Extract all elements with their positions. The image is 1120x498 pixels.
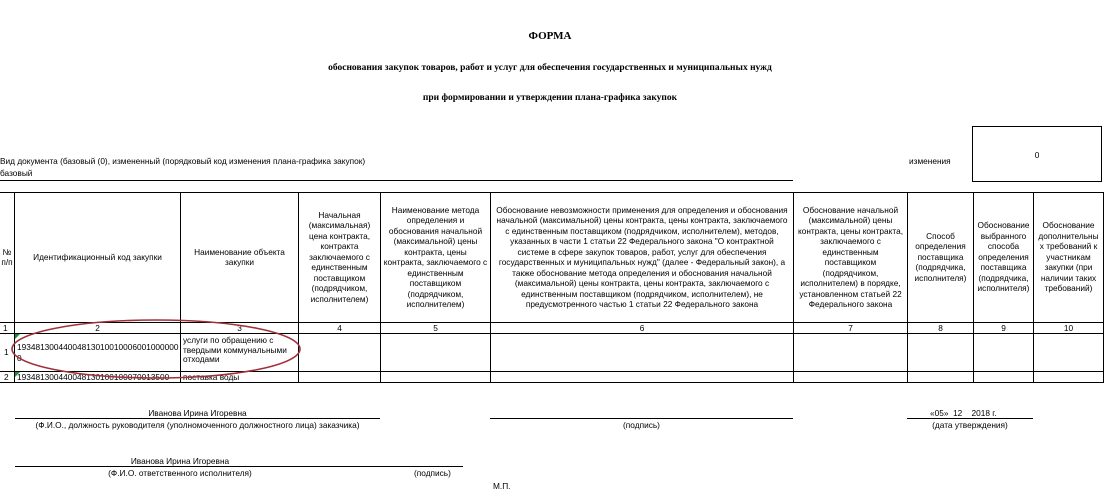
executor-signature-caption: (подпись) — [414, 468, 451, 478]
table-border-right — [1103, 192, 1104, 382]
change-value: 0 — [1034, 150, 1040, 160]
executor-line — [15, 466, 463, 467]
executor-caption: (Ф.И.О. ответственного исполнителя) — [108, 468, 252, 478]
head-signature-line — [490, 418, 793, 419]
header-method: Наименование метода определения и обоснования начальной (максимальной) цены контракта, цены контракта, заключаемого с единственным поставщиком (подрядчиком, исполнителем) — [383, 204, 488, 309]
approval-date[interactable]: «05» 12 2018 г. — [930, 408, 997, 418]
form-subtitle-2: при формировании и утверждении плана-графика закупок — [422, 93, 678, 103]
head-signature-caption: (подпись) — [623, 420, 660, 430]
form-subtitle: обоснования закупок товаров, работ и услуг для обеспечения государственных и муниципальных нужд — [328, 63, 772, 73]
head-name[interactable]: Иванова Ирина Игоревна — [148, 408, 247, 418]
header-price-justification: Обоснование начальной (максимальной) цены контракта, цены контракта, заключаемого с единственным поставщиком (подрядчиком, исполнителем) в порядке, установленном статьей 22 Федерального закона — [797, 204, 904, 309]
col-number: 8 — [938, 323, 943, 333]
purchase-code[interactable]: 193481300440048130100100060010000000 — [17, 342, 179, 363]
executor-name[interactable]: Иванова Ирина Игоревна — [130, 456, 230, 466]
approval-date-caption: (дата утверждения) — [932, 420, 1008, 430]
head-caption: (Ф.И.О., должность руководителя (уполномоченного должностного лица) заказчика) — [35, 420, 360, 430]
row-number: 2 — [4, 372, 9, 382]
header-method-justification: Обоснование выбранного способа определения поставщика (подрядчика, исполнителя) — [977, 220, 1030, 294]
row-number: 1 — [4, 347, 9, 357]
form-title: ФОРМА — [528, 30, 572, 42]
purchase-name[interactable]: поставка воды — [183, 372, 240, 382]
stamp-place: М.П. — [493, 481, 511, 491]
header-id-code: Идентификационный код закупки — [33, 251, 162, 262]
header-supplier-method: Способ определения поставщика (подрядчика, исполнителя) — [914, 230, 967, 283]
change-box[interactable] — [972, 126, 1102, 182]
doc-type-value[interactable]: базовый — [0, 168, 33, 178]
header-initial-price: Начальная (максимальная) цена контракта, контракта заключаемого с единственным поставщиком (подрядчиком, исполнителем) — [308, 209, 371, 304]
change-label: изменения — [909, 156, 951, 166]
col-number: 1 — [3, 323, 8, 333]
col-number: 4 — [337, 323, 342, 333]
purchase-code[interactable]: 193481300440048130100100070013500 — [17, 372, 170, 382]
doc-type-underline — [0, 180, 793, 181]
header-num: № п/п — [1, 246, 13, 267]
approval-date-line — [907, 418, 1033, 419]
col-number: 6 — [639, 323, 645, 333]
highlight-ellipse — [8, 316, 304, 382]
header-additional-requirements: Обоснование дополнительны х требований к участникам закупки (при наличии таких требований) — [1038, 220, 1099, 294]
head-name-line — [15, 418, 380, 419]
col-number: 3 — [237, 323, 242, 333]
col-number: 5 — [433, 323, 438, 333]
header-object-name: Наименование объекта закупки — [194, 246, 285, 267]
header-impossibility: Обоснование невозможности применения для определения и обоснования начальной (максимальной) цены контракта, цены контракта, заключаемого с единственным поставщиком (подрядчиком, исполнителем), методов, указанных в части 1 статьи 22 Федерального закона "О контрактной системе в сфере закупок товаров, работ, услуг для обеспечения государственных и муниципальных нужд" (далее - Федеральный закон), а также обоснование метода определения и обоснования начальной (максимальной) цены контракта, цены контракта, заключаемого с единственным поставщиком (подрядчиком, исполнителем), не предусмотренного частью 1 статьи 22 Федерального закона — [496, 204, 788, 309]
col-number: 7 — [848, 323, 853, 333]
purchase-name[interactable]: услуги по обращению с твердыми коммунальными отходами — [183, 335, 287, 364]
doc-type-label: Вид документа (базовый (0), измененный (порядковый код изменения плана-графика закупок) — [0, 156, 366, 166]
col-number: 9 — [1001, 323, 1006, 333]
table-border-top — [0, 192, 1104, 193]
col-number: 10 — [1063, 323, 1074, 333]
col-number: 2 — [95, 323, 100, 333]
